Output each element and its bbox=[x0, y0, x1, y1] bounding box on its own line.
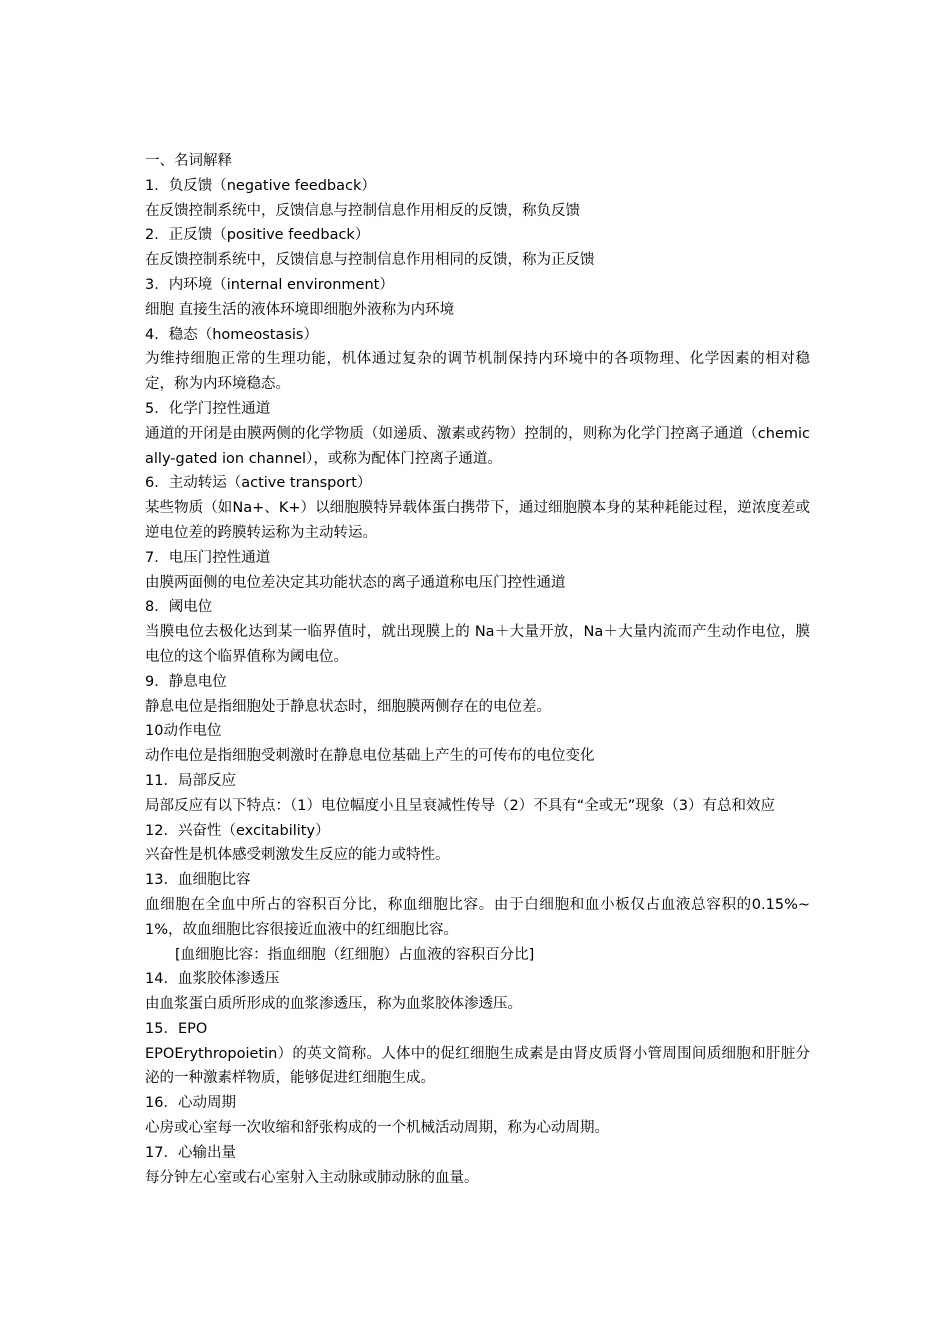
entry-definition: 动作电位是指细胞受刺激时在静息电位基础上产生的可传布的电位变化 bbox=[145, 748, 595, 765]
entry-definition: 细胞 直接生活的液体环境即细胞外液称为内环境 bbox=[145, 301, 455, 318]
entry-definition: 局部反应有以下特点：（1）电位幅度小且呈衰减性传导（2）不具有“全或无”现象（3）有总和效应 bbox=[145, 797, 775, 814]
entry-heading: 14．血浆胶体渗透压 bbox=[145, 971, 280, 988]
entry-definition: EPOErythropoietin）的英文简称。人体中的促红细胞生成素是由肾皮质肾小管周围间质细胞和肝脏分泌的一种激素样物质，能够促进红细胞生成。 bbox=[145, 1045, 810, 1087]
entry-definition: 由血浆蛋白质所形成的血浆渗透压，称为血浆胶体渗透压。 bbox=[145, 996, 522, 1013]
entry-heading: 6．主动转运（active transport） bbox=[145, 475, 372, 492]
entry-definition: 通道的开闭是由膜两侧的化学物质（如递质、激素或药物）控制的，则称为化学门控离子通道（chemically-gated ion channel），或称为配体门控离子通道。 bbox=[145, 425, 810, 467]
entry-definition: 在反馈控制系统中，反馈信息与控制信息作用相同的反馈，称为正反馈 bbox=[145, 252, 595, 269]
entry-definition: 静息电位是指细胞处于静息状态时，细胞膜两侧存在的电位差。 bbox=[145, 698, 551, 715]
entry-definition: 某些物质（如Na+、K+）以细胞膜特异载体蛋白携带下，通过细胞膜本身的某种耗能过程，逆浓度差或逆电位差的跨膜转运称为主动转运。 bbox=[145, 500, 810, 541]
entry-heading: 11．局部反应 bbox=[145, 772, 236, 789]
entry-definition: 心房或心室每一次收缩和舒张构成的一个机械活动周期，称为心动周期。 bbox=[145, 1120, 609, 1137]
entry-definition: 兴奋性是机体感受刺激发生反应的能力或特性。 bbox=[145, 847, 450, 864]
entry-definition: 为维持细胞正常的生理功能，机体通过复杂的调节机制保持内环境中的各项物理、化学因素的相对稳定，称为内环境稳态。 bbox=[145, 351, 810, 393]
entry-definition: 在反馈控制系统中，反馈信息与控制信息作用相反的反馈，称负反馈 bbox=[145, 202, 580, 219]
entry-heading: 4．稳态（homeostasis） bbox=[145, 326, 318, 343]
entry-heading: 9．静息电位 bbox=[145, 673, 227, 690]
entry-heading: 12．兴奋性（excitability） bbox=[145, 822, 330, 839]
entry-heading: 17．心输出量 bbox=[145, 1144, 236, 1161]
entry-heading: 15．EPO bbox=[145, 1020, 208, 1037]
entry-note: [血细胞比容：指血细胞（红细胞）占血液的容积百分比] bbox=[175, 946, 535, 963]
entry-heading: 10动作电位 bbox=[145, 723, 222, 740]
entry-definition: 由膜两面侧的电位差决定其功能状态的离子通道称电压门控性通道 bbox=[145, 574, 566, 591]
section-title: 一、名词解释 bbox=[145, 153, 232, 169]
entry-definition: 每分钟左心室或右心室射入主动脉或肺动脉的血量。 bbox=[145, 1169, 479, 1186]
entry-heading: 1．负反馈（negative feedback） bbox=[145, 177, 376, 194]
document-body bbox=[145, 149, 810, 1190]
entry-heading: 8．阈电位 bbox=[145, 599, 213, 616]
entry-heading: 2．正反馈（positive feedback） bbox=[145, 227, 370, 244]
entry-heading: 3．内环境（internal environment） bbox=[145, 276, 394, 293]
entry-heading: 13．血细胞比容 bbox=[145, 872, 251, 889]
entry-definition: 血细胞在全血中所占的容积百分比，称血细胞比容。由于白细胞和血小板仅占血液总容积的0.15%~1%，故血细胞比容很接近血液中的红细胞比容。 bbox=[145, 896, 810, 938]
entry-heading: 7．电压门控性通道 bbox=[145, 549, 271, 566]
entry-definition: 当膜电位去极化达到某一临界值时，就出现膜上的 Na＋大量开放，Na＋大量内流而产生动作电位，膜电位的这个临界值称为阈电位。 bbox=[145, 624, 810, 665]
entry-heading: 16．心动周期 bbox=[145, 1095, 236, 1112]
entry-heading: 5．化学门控性通道 bbox=[145, 400, 271, 417]
